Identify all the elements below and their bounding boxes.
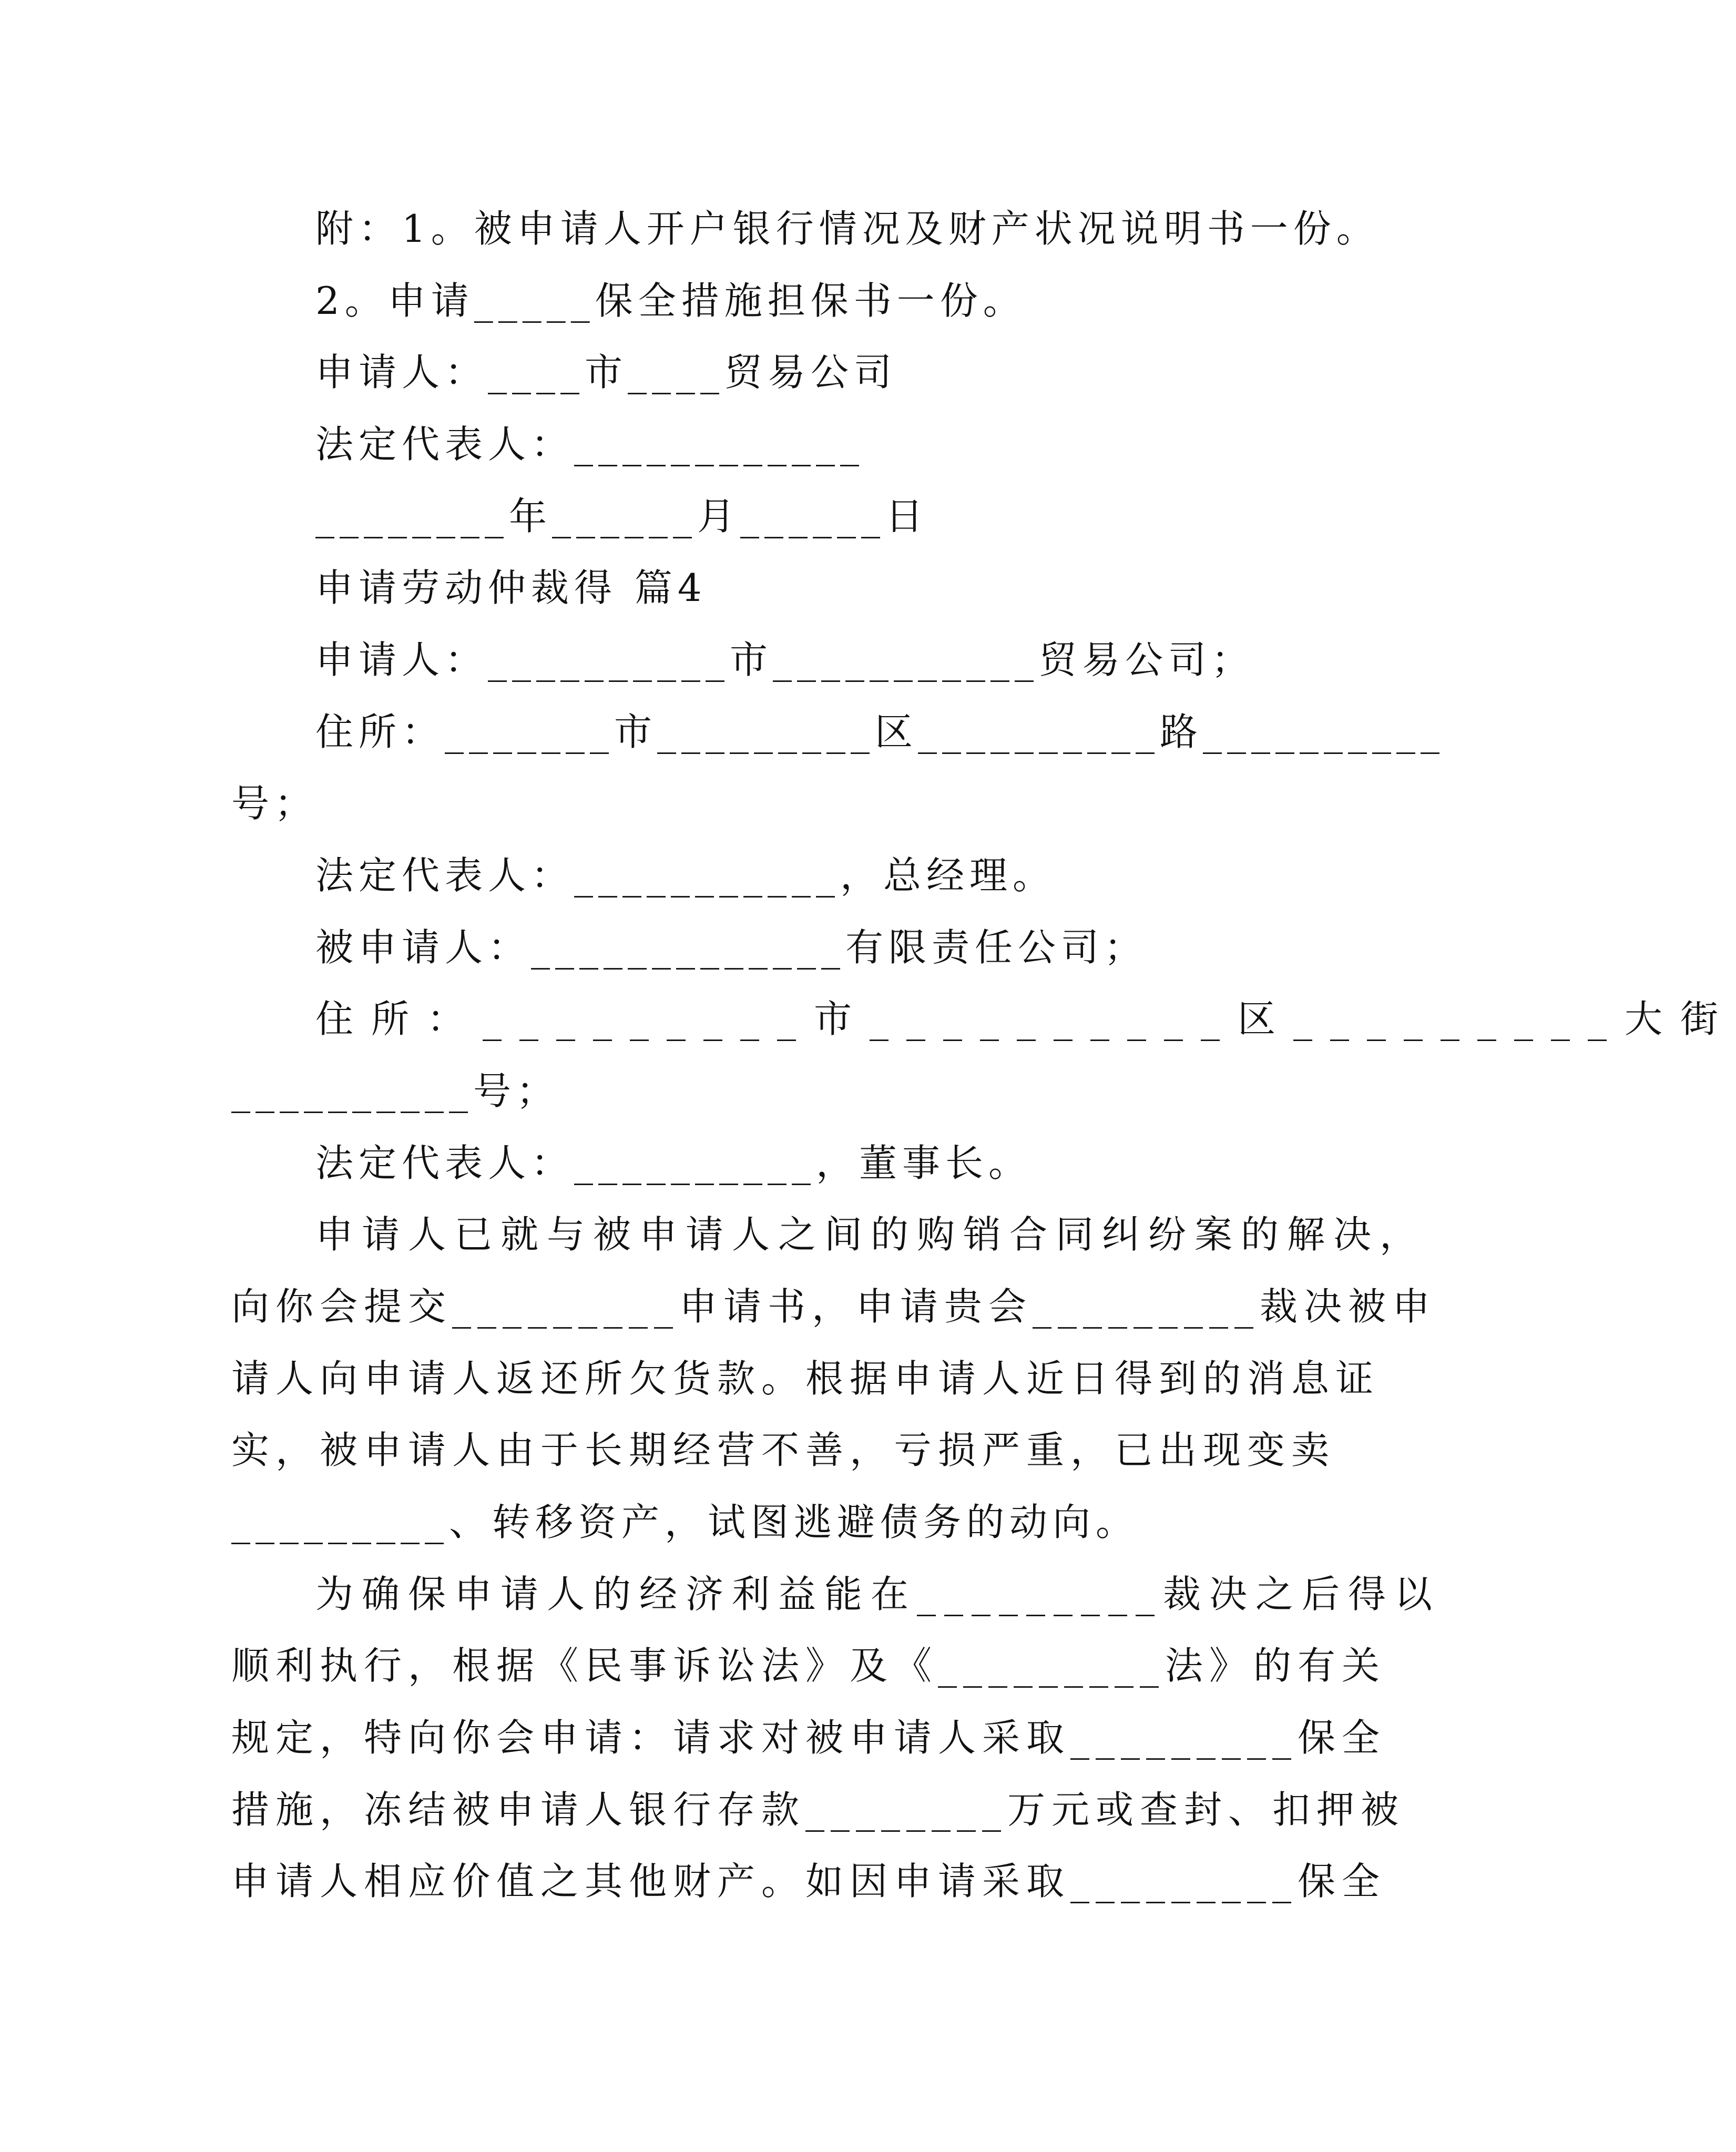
legal-representative-line: 法定代表人：____________: [315, 422, 865, 466]
body-paragraph-1-line-4: 实，被申请人由于长期经营不善，亏损严重，已出现变卖: [231, 1428, 1336, 1472]
body-paragraph-2-line-5: 申请人相应价值之其他财产。如因申请采取_________保全: [231, 1859, 1386, 1903]
address-line-2-cont: __________号；: [231, 1069, 560, 1113]
body-paragraph-1-line-2: 向你会提交_________申请书，申请贵会_________裁决被申: [231, 1284, 1437, 1329]
applicant-detail-line: 申请人：__________市___________贸易公司；: [315, 638, 1255, 682]
legal-representative-chairman-line: 法定代表人：__________，董事长。: [315, 1141, 1032, 1185]
body-paragraph-2-line-2: 顺利执行，根据《民事诉讼法》及《_________法》的有关: [231, 1644, 1386, 1688]
address-line-1: 住所：_______市_________区__________路__________: [315, 710, 1445, 754]
section-heading: 申请劳动仲裁得 篇4: [315, 566, 707, 610]
address-line-1-cont: 号；: [231, 781, 318, 825]
body-paragraph-2-line-3: 规定，特向你会申请：请求对被申请人采取_________保全: [231, 1716, 1386, 1760]
body-paragraph-1-line-5: _________、转移资产，试图逃避债务的动向。: [231, 1500, 1139, 1544]
attachment-line-2: 2。申请_____保全措施担保书一份。: [315, 279, 1026, 323]
address-line-2: 住所：_________市__________区_________大街: [315, 997, 1736, 1041]
respondent-line: 被申请人：_____________有限责任公司；: [315, 925, 1148, 970]
date-line: ________年______月______日: [315, 494, 928, 538]
body-paragraph-1-line-1: 申请人已就与被申请人之间的购销合同纠纷案的解决，: [315, 1212, 1426, 1257]
applicant-line: 申请人：____市____贸易公司: [315, 350, 897, 394]
body-paragraph-2-line-1: 为确保申请人的经济利益能在_________裁决之后得以: [315, 1572, 1441, 1616]
body-paragraph-2-line-4: 措施，冻结被申请人银行存款________万元或查封、扣押被: [231, 1788, 1405, 1832]
legal-representative-gm-line: 法定代表人：___________，总经理。: [315, 853, 1056, 897]
body-paragraph-1-line-3: 请人向申请人返还所欠货款。根据申请人近日得到的消息证: [231, 1357, 1380, 1401]
attachment-line-1: 附：1。被申请人开户银行情况及财产状况说明书一份。: [315, 207, 1380, 251]
